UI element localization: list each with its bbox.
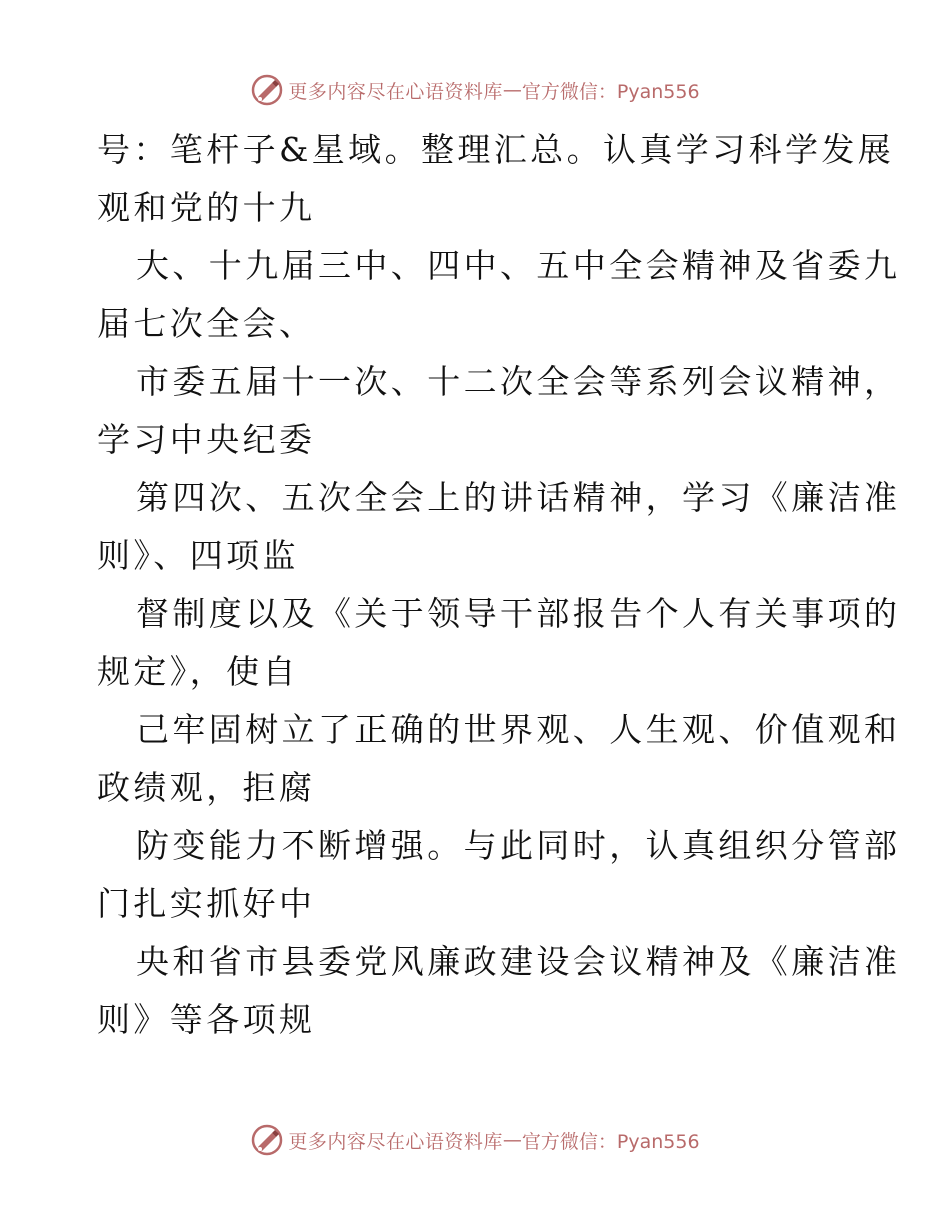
footer-watermark: [0, 1120, 950, 1160]
body-text-line: 则》、四项监: [97, 536, 299, 575]
watermark-separator: —: [502, 1129, 522, 1151]
body-text-line: 学习中央纪委: [97, 420, 316, 459]
body-text-line: 规定》，使自: [97, 652, 299, 691]
body-text-line: 观和党的十九: [97, 188, 316, 227]
body-text-line: 己牢固树立了正确的世界观、人生观、价值观和: [136, 710, 901, 749]
document-body: [97, 121, 901, 1049]
pen-logo-icon: [250, 1123, 284, 1157]
body-text-line: 防变能力不断增强。与此同时，认真组织分管部: [136, 826, 901, 865]
body-text-line: 政绩观，拒腐: [97, 768, 316, 807]
body-text-line: 市委五届十一次、十二次全会等系列会议精神，: [136, 362, 901, 401]
body-text-line: 则》等各项规: [97, 1000, 316, 1039]
body-text-line: 央和省市县委党风廉政建设会议精神及《廉洁准: [136, 942, 901, 981]
body-text-line: 第四次、五次全会上的讲话精神，学习《廉洁准: [136, 478, 901, 517]
watermark-separator: —: [502, 79, 522, 101]
watermark-main-text: 更多内容尽在心语资料库: [288, 80, 503, 103]
watermark-contact-text: 官方微信：Pyan556: [521, 80, 700, 103]
body-text-line: 届七次全会、: [97, 304, 316, 343]
body-text-line: 号：笔杆子&星域。整理汇总。认真学习科学发展: [97, 130, 895, 169]
body-text-line: 大、十九届三中、四中、五中全会精神及省委九: [136, 246, 901, 285]
pen-logo-icon: [250, 73, 284, 107]
body-text-line: 门扎实抓好中: [97, 884, 316, 923]
body-text-line: 督制度以及《关于领导干部报告个人有关事项的: [136, 594, 901, 633]
watermark-main-text: 更多内容尽在心语资料库: [288, 1130, 503, 1153]
header-watermark: [0, 70, 950, 110]
watermark-contact-text: 官方微信：Pyan556: [521, 1130, 700, 1153]
